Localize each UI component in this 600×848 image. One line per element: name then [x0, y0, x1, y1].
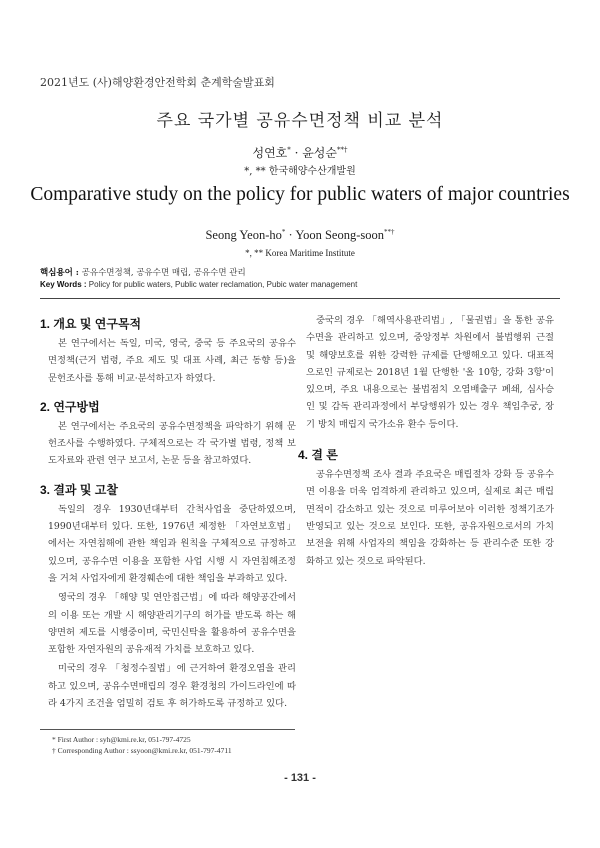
affiliation-korean: *, ** 한국해양수산개발원 — [244, 166, 356, 177]
section-1-paragraph: 본 연구에서는 독일, 미국, 영국, 중국 등 주요국의 공유수면정책(근거 법령, 주요 제도 및 대표 사례, 최근 동향 등)을 문헌조사를 통해 비교·분석하고자 하였다. — [48, 338, 296, 384]
section-3-paragraph-uk: 영국의 경우 「해양 및 연안접근법」에 따라 해양공간에서의 이용 또는 개발 시 해양관리기구의 허가를 받도록 하는 해양면허 제도를 시행중이며, 국민신탁을 활용하여 공유수면을 포함한 자연자원의 공유재적 가치를 보호하고 있다. — [48, 592, 296, 656]
left-column — [40, 312, 296, 714]
keywords-korean — [40, 266, 246, 278]
author-2-mark: **† — [337, 146, 348, 154]
paper-title-english: Comparative study on the policy for public waters of major countries — [30, 184, 570, 205]
conference-header: 2021년도 (사)해양환경안전학회 춘계학술발표회 — [40, 76, 275, 89]
authors-korean — [0, 144, 600, 161]
footnote-divider — [40, 729, 295, 730]
page-number: - 131 - — [284, 772, 316, 784]
paper-title-korean: 주요 국가별 공유수면정책 비교 분석 — [156, 111, 444, 131]
section-2-paragraph: 본 연구에서는 주요국의 공유수면정책을 파악하기 위해 문헌조사를 수행하였다. 구체적으로는 각 국가별 법령, 정책 보도자료와 관련 연구 보고서, 논문 등을 참고하였다. — [48, 420, 296, 467]
keywords-korean-label: 핵심용어 : — [40, 268, 79, 278]
author-separator-en: · — [285, 228, 296, 243]
section-1-heading: 1. 개요 및 연구목적 — [40, 317, 142, 331]
header-divider — [40, 298, 560, 299]
author-2-mark-en: **† — [384, 228, 395, 236]
affiliation-english: *, ** Korea Maritime Institute — [245, 248, 355, 258]
footnote-corresponding-author: † Corresponding Author : ssyoon@kmi.re.kr, 051-797-4711 — [52, 746, 232, 755]
section-3-paragraph-germany: 독일의 경우 1930년대부터 간척사업을 중단하였으며, 1990년대부터 있다. 또한, 1976년 제정한 「자연보호법」에서는 자연침해에 관한 책임과 원칙을 구체적으로 규정하고 있으며, 공유수면 이용을 포함한 사업 시행 시 자연침해조정을 거쳐 사업자에게 환경훼손에 대한 책임을 부과하고 있다. — [48, 503, 296, 584]
author-1-mark: * — [287, 146, 291, 154]
author-1-english: Seong Yeon-ho — [205, 228, 282, 243]
section-4-paragraph: 공유수면정책 조사 결과 주요국은 매립절차 강화 등 공유수면 이용을 더욱 엄격하게 관리하고 있으며, 실제로 최근 매립 면적이 감소하고 있는 것으로 미루어보아 이러한 정책기조가 반영되고 있는 것으로 보인다. 또한, 공유자원으로서의 가치보전을 위해 사업자의 책임을 강화하는 등 관리수준 또한 강화하고 있는 것으로 파악된다. — [306, 469, 554, 567]
section-3-heading: 3. 결과 및 고찰 — [40, 482, 118, 497]
author-2-english: Yoon Seong-soon — [295, 228, 385, 243]
author-2-korean: 윤성순 — [302, 146, 337, 160]
footnote-first-author: * First Author : syh@kmi.re.kr, 051-797-4725 — [52, 735, 191, 744]
author-1-mark-en: * — [281, 228, 286, 236]
author-1-korean: 성연호 — [252, 146, 288, 160]
keywords-english — [40, 280, 357, 289]
keywords-english-text: Policy for public waters, Public water reclamation, Pubic water management — [86, 280, 358, 289]
author-separator: · — [290, 146, 303, 160]
keywords-english-label: Key Words : — [40, 280, 87, 289]
section-3-paragraph-us: 미국의 경우 「청정수질법」에 근거하여 환경오염을 관리하고 있으며, 공유수면매립의 경우 환경청의 가이드라인에 따라 4가지 조건을 엄밀히 검토 후 허가하도록 규정하고 있다. — [48, 663, 296, 710]
section-2-heading: 2. 연구방법 — [40, 399, 100, 414]
right-column — [298, 312, 554, 572]
section-4-heading: 4. 결 론 — [298, 448, 338, 463]
authors-english — [0, 228, 600, 243]
section-3-paragraph-china: 중국의 경우 「해역사용관리법」, 「물권법」을 통한 공유수면을 관리하고 있으며, 중앙정부 차원에서 불법행위 근절 및 해양보호를 위한 강력한 규제를 단행해오고 있다. 대표적으로인 규제로는 2018년 1월 단행한 '올 10항, 강화 3항'이 있으며, 주요 내용으로는 불법점치 오염배출구 폐쇄, 심사승인 및 감독 관리과정에서 부당행위가 있는 경우 책임추궁, 장기 방치 매립지 국가소유 환수 등이다. — [306, 315, 554, 430]
keywords-korean-text: 공유수면정책, 공유수면 매립, 공유수면 관리 — [78, 268, 246, 278]
